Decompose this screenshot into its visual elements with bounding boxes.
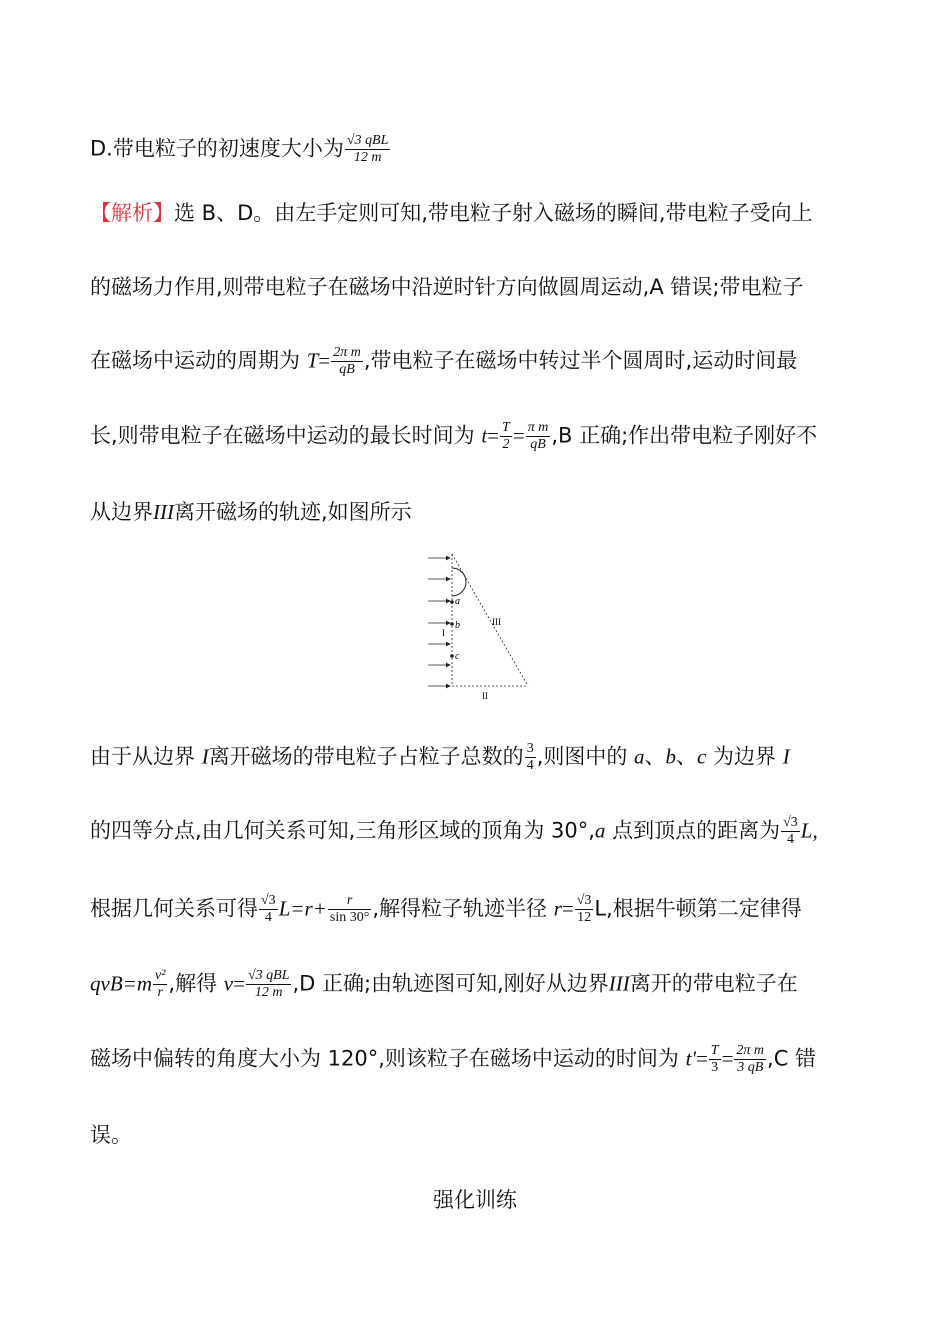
analysis-line-7 <box>90 815 818 848</box>
boundary-I: I <box>782 744 790 769</box>
frac-denominator: 2 <box>502 437 510 452</box>
equals-sign: = <box>512 423 525 448</box>
var-v: v <box>223 971 234 996</box>
frac-numerator: T <box>710 1043 719 1058</box>
text-10b: ,C 错 <box>767 1046 817 1071</box>
text-10a: 磁场中偏转的角度大小为 120°,则该粒子在磁场中运动的时间为 <box>90 1046 686 1071</box>
fraction-2pim-over-3qB <box>734 1043 766 1076</box>
frac-numerator: 2π m <box>736 1043 765 1058</box>
fraction-v2-over-r <box>153 968 167 1001</box>
frac-numerator: T <box>502 420 510 435</box>
frac-numerator: √3 <box>576 893 592 908</box>
frac-denominator: 4 <box>526 758 534 773</box>
option-d-line <box>90 133 391 166</box>
analysis-line-5 <box>90 497 412 527</box>
var-T: T <box>306 348 319 373</box>
point-b <box>450 622 454 626</box>
analysis-text-4b: ,B 正确;作出带电粒子刚好不 <box>551 423 818 448</box>
label-I: I <box>442 628 445 638</box>
frac-denominator: 12 <box>577 910 592 925</box>
frac-denominator: r <box>157 985 163 1000</box>
text-6a: 由于从边界 <box>90 744 202 769</box>
fraction-sqrt3-over-4 <box>781 815 800 848</box>
var-a: a <box>594 818 606 843</box>
label-b: b <box>455 620 460 631</box>
equation: qvB=m <box>90 971 152 996</box>
fraction-T-over-2 <box>500 420 512 453</box>
text-8a: 根据几何关系可得 <box>90 896 258 921</box>
text-7b: 点到顶点的距离为 <box>605 818 781 843</box>
analysis-line-11 <box>90 1120 132 1150</box>
fraction-pi-m-over-qB <box>526 420 551 453</box>
point-a <box>450 600 454 604</box>
frac-denominator: qB <box>530 437 546 452</box>
var-L: L, <box>800 818 818 843</box>
analysis-tag: 【解析】 <box>90 201 174 225</box>
equals-sign: = <box>487 423 500 448</box>
analysis-line-4 <box>90 420 817 453</box>
analysis-line-2 <box>90 272 803 302</box>
text-6b: 离开磁场的带电粒子占粒子总数的 <box>208 744 524 769</box>
frac-numerator: v² <box>155 968 166 983</box>
frac-numerator: 3 <box>526 741 534 756</box>
text-6c: ,则图中的 <box>536 744 635 769</box>
text-9c: 离开的带电粒子在 <box>629 971 798 996</box>
incoming-arrows <box>428 558 450 686</box>
label-a: a <box>455 596 460 607</box>
label-c: c <box>455 651 460 662</box>
var-b: b <box>665 744 677 769</box>
var-c: c <box>697 744 707 769</box>
analysis-text-3b: ,带电粒子在磁场中转过半个圆周时,运动时间最 <box>363 348 798 373</box>
frac-numerator: √3 <box>261 893 276 908</box>
boundary-III: III <box>608 971 630 996</box>
analysis-line-1 <box>90 198 813 228</box>
text-6d: 为边界 <box>706 744 783 769</box>
analysis-line-8 <box>90 893 802 926</box>
analysis-line-3 <box>90 345 797 378</box>
frac-denominator: 12 m <box>353 150 382 165</box>
fraction-velocity <box>246 968 292 1001</box>
var-a: a <box>634 744 645 769</box>
text-8c: L,根据牛顿第二定律得 <box>594 896 802 921</box>
analysis-text-5a: 从边界 <box>90 500 153 524</box>
frac-denominator: 4 <box>264 910 272 925</box>
equals-sign: = <box>561 896 574 921</box>
frac-denominator: 4 <box>786 832 794 847</box>
frac-numerator: √3 <box>783 815 798 830</box>
var-r: r <box>553 896 562 921</box>
trajectory-figure <box>420 548 540 704</box>
frac-denominator: sin 30° <box>329 910 370 925</box>
frac-denominator: 3 qB <box>737 1060 764 1075</box>
frac-numerator: r <box>328 893 371 910</box>
analysis-text-5b: 离开磁场的轨迹,如图所示 <box>173 500 412 524</box>
equals-sign: = <box>695 1046 708 1071</box>
text-7a: 的四等分点,由几何关系可知,三角形区域的顶角为 30°, <box>90 818 595 843</box>
analysis-text-1: 选 B、D。由左手定则可知,带电粒子射入磁场的瞬间,带电粒子受向上 <box>174 201 813 225</box>
label-II: II <box>482 691 488 701</box>
analysis-text-3a: 在磁场中运动的周期为 <box>90 348 307 373</box>
separator: 、 <box>644 744 666 769</box>
frac-denominator: 12 m <box>254 985 283 1000</box>
boundary-III: III <box>153 500 174 524</box>
fraction-sqrt3-over-12 <box>575 893 594 926</box>
equals-sign: = <box>318 348 331 373</box>
frac-numerator: √3 qBL <box>346 133 389 148</box>
analysis-line-6 <box>90 741 790 774</box>
equation: L=r+ <box>278 896 327 921</box>
fraction-T-over-3 <box>709 1043 721 1076</box>
var-t-prime: t' <box>685 1046 696 1071</box>
fraction-r-over-sin30 <box>328 893 371 926</box>
equals-sign: = <box>233 971 245 996</box>
text-11: 误。 <box>90 1123 132 1147</box>
fraction-3-over-4 <box>525 741 536 774</box>
option-d-fraction <box>345 133 391 166</box>
analysis-text-4a: 长,则带电粒子在磁场中运动的最长时间为 <box>90 423 482 448</box>
analysis-line-10 <box>90 1043 816 1076</box>
frac-numerator: 2π m <box>333 345 361 360</box>
text-8b: ,解得粒子轨迹半径 <box>372 896 554 921</box>
separator: 、 <box>676 744 698 769</box>
label-III: III <box>492 617 501 627</box>
frac-denominator: 3 <box>711 1060 719 1075</box>
boundary-I: I <box>201 744 209 769</box>
point-c <box>450 654 454 658</box>
fraction-sqrt3-over-4 <box>259 893 278 926</box>
period-fraction <box>331 345 363 378</box>
analysis-text-2: 的磁场力作用,则带电粒子在磁场中沿逆时针方向做圆周运动,A 错误;带电粒子 <box>90 275 804 299</box>
section-title: 强化训练 <box>433 1188 517 1212</box>
trajectory-arc <box>452 568 466 596</box>
frac-denominator: qB <box>339 362 355 377</box>
frac-numerator: √3 qBL <box>247 968 290 983</box>
option-d-text: D.带电粒子的初速度大小为 <box>90 136 344 161</box>
text-9b: ,D 正确;由轨迹图可知,刚好从边界 <box>292 971 609 996</box>
equals-sign: = <box>721 1046 734 1071</box>
text-9a: ,解得 <box>168 971 224 996</box>
analysis-line-9 <box>90 968 798 1001</box>
var-t: t <box>481 423 488 448</box>
frac-numerator: π m <box>527 420 549 435</box>
